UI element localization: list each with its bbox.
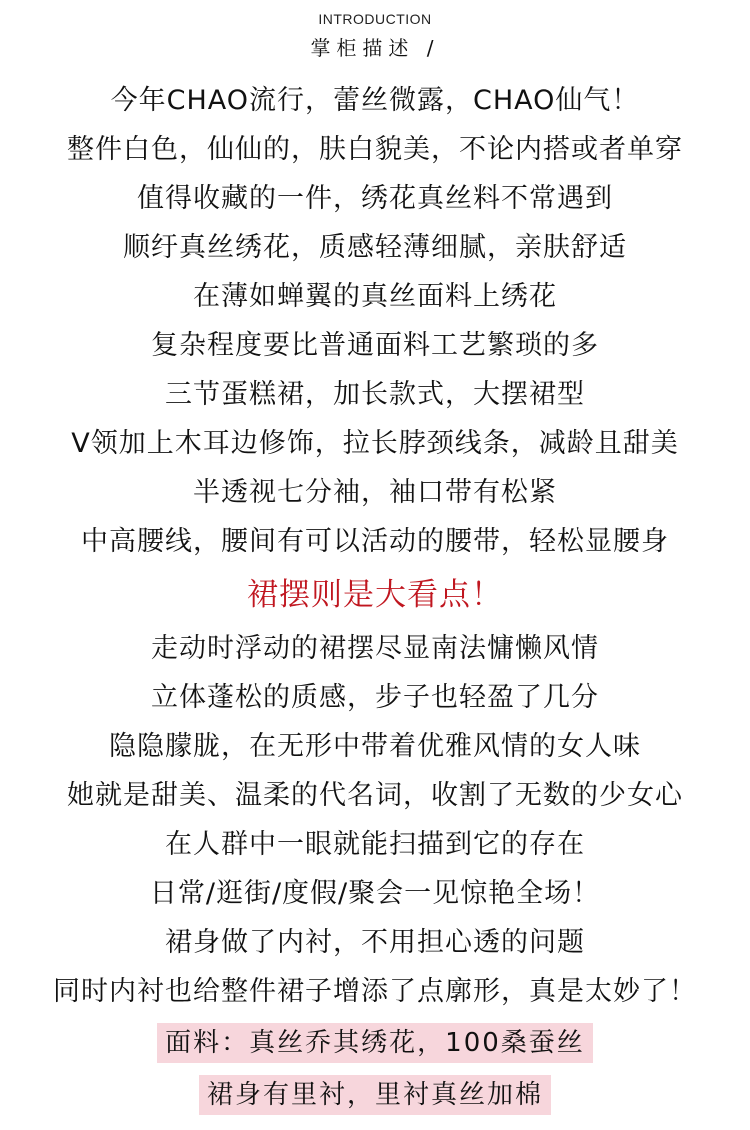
- description-line: 裙身做了内衬，不用担心透的问题: [165, 927, 585, 958]
- description-line: 中高腰线，腰间有可以活动的腰带，轻松显腰身: [81, 526, 669, 557]
- description-line: 在人群中一眼就能扫描到它的存在: [165, 829, 585, 860]
- description-line: V领加上木耳边修饰，拉长脖颈线条，减龄且甜美: [71, 428, 679, 459]
- description-line: 在薄如蝉翼的真丝面料上绣花: [193, 281, 557, 312]
- description-line: 复杂程度要比普通面料工艺繁琐的多: [151, 330, 599, 361]
- description-line: 同时内衬也给整件裙子增添了点廓形，真是太妙了！: [53, 976, 697, 1007]
- description-line: 值得收藏的一件，绣花真丝料不常遇到: [137, 183, 613, 214]
- description-line: 立体蓬松的质感，步子也轻盈了几分: [151, 682, 599, 713]
- description-line: 她就是甜美、温柔的代名词，收割了无数的少女心: [67, 780, 683, 811]
- fabric-tags: [0, 1023, 750, 1127]
- highlight-line: 裙摆则是大看点！: [247, 577, 503, 613]
- description-line: 半透视七分袖，袖口带有松紧: [193, 477, 557, 508]
- fabric-tag-row: [0, 1075, 750, 1127]
- description-line: 今年CHAO流行，蕾丝微露，CHAO仙气！: [110, 85, 640, 116]
- fabric-tag: 裙身有里衬，里衬真丝加棉: [199, 1075, 551, 1115]
- description-line: 三节蛋糕裙，加长款式，大摆裙型: [165, 379, 585, 410]
- description-line: 走动时浮动的裙摆尽显南法慵懒风情: [151, 633, 599, 664]
- fabric-tag: 面料：真丝乔其绣花，100桑蚕丝: [157, 1023, 593, 1063]
- introduction-heading: INTRODUCTION: [318, 11, 432, 27]
- description-line: 隐隐朦胧，在无形中带着优雅风情的女人味: [109, 731, 641, 762]
- description-lines: [0, 76, 750, 1016]
- description-line: 日常/逛街/度假/聚会一见惊艳全场！: [149, 878, 601, 909]
- description-line: 整件白色，仙仙的，肤白貌美，不论内搭或者单穿: [67, 134, 683, 165]
- description-line: 顺纡真丝绣花，质感轻薄细腻，亲肤舒适: [123, 232, 627, 263]
- fabric-tag-row: [0, 1023, 750, 1075]
- shopkeeper-description-heading: 掌柜描述 /: [310, 36, 440, 60]
